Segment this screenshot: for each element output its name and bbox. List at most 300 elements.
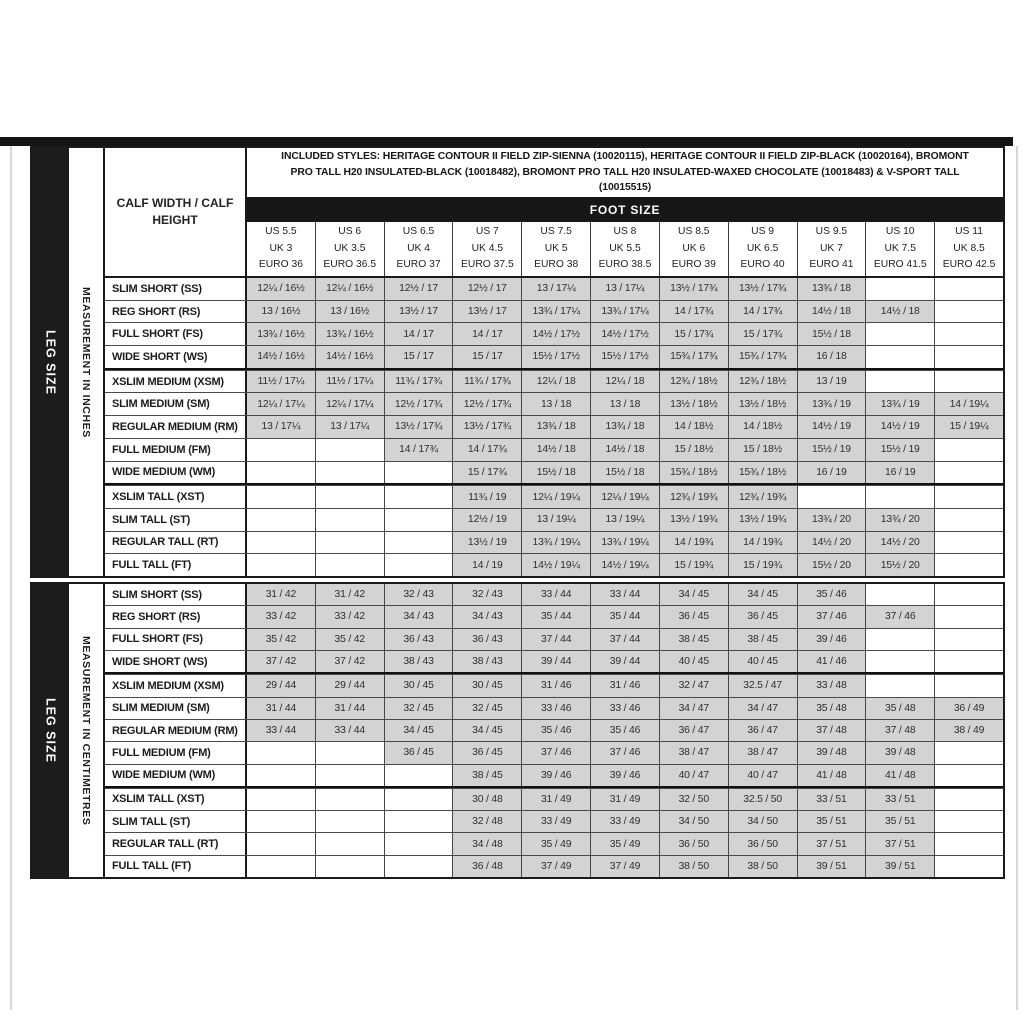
size-cell: 13½ / 19¾ [728,509,797,531]
table-row [105,415,1003,438]
size-cell [384,532,453,554]
size-cell: 35 / 49 [590,833,659,854]
size-cell: 37 / 46 [797,606,866,627]
table-row [105,650,1003,674]
size-cell: 37 / 44 [590,629,659,650]
foot-size-column-header [590,222,659,276]
size-cell: 15¾ / 18½ [728,462,797,484]
size-table-inches [30,146,1005,578]
size-cell: 13¾ / 20 [865,509,934,531]
size-cell: 14 / 17¾ [384,439,453,461]
size-cell [934,789,1003,810]
foot-size-euro: EURO 37.5 [461,259,514,271]
size-cell [384,486,453,508]
size-cell [797,486,866,508]
size-row-label: WIDE SHORT (WS) [105,651,247,672]
size-cell: 13¾ / 16½ [247,323,315,345]
size-cell [934,675,1003,696]
size-cell: 32 / 45 [384,698,453,719]
foot-size-us: US 8.5 [678,226,710,238]
size-cell [315,554,384,576]
size-row-label: WIDE MEDIUM (WM) [105,462,247,484]
size-cell: 33 / 42 [247,606,315,627]
size-cell: 37 / 48 [797,720,866,741]
size-cell: 14½ / 18 [797,301,866,323]
foot-size-us: US 10 [885,226,915,238]
size-cell: 13¾ / 20 [797,509,866,531]
size-cell: 33 / 44 [247,720,315,741]
size-cell: 35 / 48 [865,698,934,719]
size-row-label: XSLIM TALL (XST) [105,486,247,508]
size-cell [247,532,315,554]
size-cell: 39 / 44 [521,651,590,672]
size-cell: 15½ / 20 [797,554,866,576]
size-cell: 33 / 48 [797,675,866,696]
inches-rows [105,278,1003,576]
foot-size-euro: EURO 41 [809,259,854,271]
size-cell: 13 / 18 [521,393,590,415]
leg-size-label: LEG SIZE [43,329,58,395]
size-cell: 15 / 17 [384,346,453,368]
leg-size-sidebar [32,584,69,877]
size-cell: 15½ / 18 [521,462,590,484]
size-cell [865,629,934,650]
table-row [105,584,1003,605]
size-cell [934,462,1003,484]
size-cell [315,765,384,786]
size-cell: 37 / 48 [865,720,934,741]
size-cell: 14½ / 20 [797,532,866,554]
size-row-label: FULL MEDIUM (FM) [105,439,247,461]
size-cell [247,765,315,786]
table-row [105,788,1003,810]
measurement-unit-sidebar [69,148,105,576]
foot-size-uk: UK 6.5 [746,242,779,254]
size-cell: 33 / 44 [315,720,384,741]
size-cell [934,532,1003,554]
table-row [105,438,1003,461]
size-cell: 33 / 46 [521,698,590,719]
foot-size-euro: EURO 41.5 [873,259,927,271]
foot-size-uk: UK 6 [682,242,706,254]
size-cell: 37 / 51 [797,833,866,854]
size-cell: 39 / 48 [865,742,934,763]
table-row [105,300,1003,323]
table-row [105,531,1003,554]
size-cell: 13 / 16½ [315,301,384,323]
size-row-label: REG SHORT (RS) [105,606,247,627]
table-header [105,148,1003,278]
size-cell [315,486,384,508]
size-cell: 13¾ / 17¼ [590,301,659,323]
foot-size-column-header [728,222,797,276]
size-cell: 13 / 19¼ [590,509,659,531]
size-cell: 11½ / 17¼ [247,371,315,393]
size-row-label: XSLIM MEDIUM (XSM) [105,675,247,696]
size-cell: 16 / 19 [797,462,866,484]
size-cell: 35 / 44 [590,606,659,627]
size-cell [934,346,1003,368]
size-cell: 12½ / 17¾ [452,393,521,415]
foot-size-euro: EURO 39 [671,259,716,271]
table-row [105,553,1003,576]
table-row [105,370,1003,393]
table-row [105,741,1003,763]
size-cell: 13 / 19 [797,371,866,393]
size-cell: 35 / 46 [590,720,659,741]
foot-size-column-header [247,222,315,276]
size-cell [934,651,1003,672]
size-row-label: REGULAR MEDIUM (RM) [105,720,247,741]
size-cell: 15½ / 17½ [521,346,590,368]
size-cell: 16 / 18 [797,346,866,368]
foot-size-column-header [521,222,590,276]
size-cell: 13 / 17¼ [247,416,315,438]
size-cell [865,675,934,696]
size-cell [315,462,384,484]
size-cell: 13½ / 17 [384,301,453,323]
size-cell: 31 / 49 [521,789,590,810]
foot-size-uk: UK 8.5 [953,242,985,254]
size-cell: 13½ / 17¾ [728,278,797,300]
size-cell: 15 / 19¼ [934,416,1003,438]
foot-size-euro: EURO 40 [740,259,785,271]
size-cell: 14 / 19¾ [728,532,797,554]
size-cell: 15½ / 18 [797,323,866,345]
size-cell: 13½ / 18½ [659,393,728,415]
size-cell: 14½ / 19¼ [590,554,659,576]
size-cell: 36 / 48 [452,856,521,877]
table-row [105,855,1003,877]
leg-size-sidebar [32,148,69,576]
size-cell [315,532,384,554]
foot-size-euro: EURO 36.5 [323,259,377,271]
size-cell [384,462,453,484]
size-cell: 14½ / 16½ [315,346,384,368]
size-cell: 32 / 48 [452,811,521,832]
size-cell: 34 / 48 [452,833,521,854]
foot-size-uk: UK 4 [407,242,430,254]
size-cell: 14½ / 18 [590,439,659,461]
size-cell [247,742,315,763]
size-cell: 15¾ / 17¾ [659,346,728,368]
size-row-label: SLIM SHORT (SS) [105,584,247,605]
size-cell: 32 / 47 [659,675,728,696]
size-cell: 35 / 46 [521,720,590,741]
size-row-label: SLIM MEDIUM (SM) [105,393,247,415]
size-cell: 33 / 51 [865,789,934,810]
size-cell: 11¾ / 17¾ [384,371,453,393]
size-cell: 12¾ / 19¾ [728,486,797,508]
size-cell: 32.5 / 47 [728,675,797,696]
size-cell: 15¾ / 18½ [659,462,728,484]
size-cell: 13½ / 17¾ [384,416,453,438]
size-cell: 13¾ / 18 [797,278,866,300]
size-cell: 12¼ / 17¼ [315,393,384,415]
size-cell: 12¼ / 19¼ [521,486,590,508]
size-cell: 38 / 45 [452,765,521,786]
size-cell: 12¾ / 18½ [659,371,728,393]
size-cell: 41 / 46 [797,651,866,672]
size-row-label: SLIM MEDIUM (SM) [105,698,247,719]
size-cell: 15 / 17¾ [452,462,521,484]
size-cell: 12¼ / 18 [521,371,590,393]
size-cell: 38 / 45 [728,629,797,650]
foot-size-uk: UK 7.5 [884,242,916,254]
size-cell: 30 / 45 [452,675,521,696]
size-cell [247,462,315,484]
size-cell [384,789,453,810]
size-cell: 39 / 46 [590,765,659,786]
size-cell: 40 / 47 [659,765,728,786]
size-row-label: REGULAR MEDIUM (RM) [105,416,247,438]
size-cell: 35 / 42 [315,629,384,650]
table-row [105,605,1003,627]
size-row-label: XSLIM MEDIUM (XSM) [105,371,247,393]
size-cell: 41 / 48 [797,765,866,786]
size-cell: 13 / 16½ [247,301,315,323]
size-cell [934,554,1003,576]
foot-size-banner: FOOT SIZE [247,198,1003,222]
table-row [105,322,1003,345]
size-cell: 35 / 51 [865,811,934,832]
foot-size-us: US 7.5 [540,226,572,238]
foot-size-uk: UK 7 [819,242,843,254]
size-cell [384,509,453,531]
size-cell: 14 / 17¾ [728,301,797,323]
size-cell: 34 / 45 [384,720,453,741]
size-cell: 32 / 45 [452,698,521,719]
size-cell [315,833,384,854]
table-row [105,278,1003,300]
size-cell: 34 / 47 [659,698,728,719]
size-cell: 31 / 44 [247,698,315,719]
size-cell: 34 / 43 [452,606,521,627]
size-cell: 39 / 46 [521,765,590,786]
size-cell: 16 / 19 [865,462,934,484]
size-cell [315,509,384,531]
size-cell: 14½ / 19 [797,416,866,438]
foot-size-us: US 9 [751,226,775,238]
size-cell: 13¾ / 18 [521,416,590,438]
size-cell: 39 / 51 [797,856,866,877]
size-cell [934,439,1003,461]
size-cell: 36 / 50 [728,833,797,854]
size-cell [934,323,1003,345]
size-cell [934,584,1003,605]
foot-size-euro: EURO 38 [534,259,579,271]
size-cell: 14 / 17¾ [659,301,728,323]
size-cell: 14½ / 16½ [247,346,315,368]
size-cell: 36 / 45 [659,606,728,627]
size-cell: 12¼ / 17¼ [247,393,315,415]
size-cell [865,323,934,345]
size-cell: 37 / 49 [590,856,659,877]
foot-size-uk: UK 3.5 [333,242,366,254]
size-cell: 38 / 45 [659,629,728,650]
size-cell [934,509,1003,531]
size-cell: 15½ / 17½ [590,346,659,368]
size-row-label: FULL TALL (FT) [105,856,247,877]
size-cell [865,584,934,605]
size-cell: 37 / 42 [247,651,315,672]
size-cell [934,856,1003,877]
size-cell [315,856,384,877]
calf-width-height-header: CALF WIDTH / CALF HEIGHT [105,148,247,276]
table-row [105,764,1003,788]
size-cell: 39 / 44 [590,651,659,672]
size-cell: 33 / 51 [797,789,866,810]
size-cell: 32 / 43 [384,584,453,605]
table-row [105,508,1003,531]
size-cell: 15 / 18½ [728,439,797,461]
size-cell: 13 / 18 [590,393,659,415]
size-cell [934,742,1003,763]
foot-size-euro: EURO 38.5 [598,259,652,271]
size-cell: 37 / 46 [590,742,659,763]
size-cell: 15½ / 20 [865,554,934,576]
size-cell: 31 / 42 [247,584,315,605]
size-cell: 11¾ / 17¾ [452,371,521,393]
table-row [105,392,1003,415]
size-cell: 14½ / 19¼ [521,554,590,576]
size-cell: 36 / 47 [728,720,797,741]
size-cell [384,765,453,786]
size-cell: 35 / 42 [247,629,315,650]
measurement-unit-label: MEASUREMENT IN CENTIMETRES [80,635,92,826]
size-cell [315,742,384,763]
foot-size-us: US 6 [338,226,362,238]
size-cell: 39 / 51 [865,856,934,877]
table-row [105,485,1003,508]
size-cell: 13½ / 19¾ [659,509,728,531]
size-cell: 13½ / 17¾ [659,278,728,300]
size-cell: 29 / 44 [247,675,315,696]
size-table-centimetres [30,582,1005,879]
size-cell: 15½ / 18 [590,462,659,484]
size-cell [315,811,384,832]
foot-size-us: US 5.5 [265,226,297,238]
size-row-label: REG SHORT (RS) [105,301,247,323]
size-cell: 13 / 17¼ [315,416,384,438]
size-cell: 15½ / 19 [865,439,934,461]
size-cell: 29 / 44 [315,675,384,696]
table-row [105,719,1003,741]
size-cell [934,811,1003,832]
table-row [105,832,1003,854]
size-cell: 14 / 17¾ [452,439,521,461]
size-cell: 13½ / 17 [452,301,521,323]
size-cell: 33 / 44 [590,584,659,605]
size-cell: 15 / 19¾ [728,554,797,576]
size-cell: 13½ / 17¾ [452,416,521,438]
table-row [105,461,1003,486]
size-cell [384,833,453,854]
page-right-edge-line [1016,146,1018,1010]
foot-size-us: US 8 [613,226,637,238]
size-cell: 41 / 48 [865,765,934,786]
size-row-label: FULL SHORT (FS) [105,629,247,650]
foot-size-uk: UK 5.5 [609,242,641,254]
size-cell [865,278,934,300]
size-cell: 14 / 19 [452,554,521,576]
size-cell: 31 / 49 [590,789,659,810]
size-cell: 37 / 51 [865,833,934,854]
foot-size-euro: EURO 42.5 [942,259,996,271]
included-styles-note: INCLUDED STYLES: HERITAGE CONTOUR II FIELD ZIP-SIENNA (10020115), HERITAGE CONTOUR II FIELD ZIP-BLACK (10020164), BROMONT PRO TALL H20 INSULATED-BLACK (10018482), BROMONT PRO TALL H20 INSULATED-WAXED CHOCOLATE (10018483) & V-SPORT TALL (10015515) [247,148,1003,198]
size-cell: 13¾ / 19¼ [521,532,590,554]
size-cell: 34 / 47 [728,698,797,719]
foot-size-column-header [384,222,453,276]
size-cell: 31 / 44 [315,698,384,719]
foot-size-column-header [452,222,521,276]
size-row-label: FULL MEDIUM (FM) [105,742,247,763]
size-cell: 30 / 48 [452,789,521,810]
size-row-label: SLIM SHORT (SS) [105,278,247,300]
size-cell: 38 / 50 [659,856,728,877]
table-row [105,697,1003,719]
size-row-label: WIDE SHORT (WS) [105,346,247,368]
size-cell: 15 / 17 [452,346,521,368]
size-cell [247,509,315,531]
page-divider-bar [0,137,1013,146]
size-cell: 14½ / 17½ [590,323,659,345]
size-cell: 37 / 42 [315,651,384,672]
size-cell [247,833,315,854]
size-cell: 34 / 50 [728,811,797,832]
size-row-label: REGULAR TALL (RT) [105,833,247,854]
size-cell: 15 / 17¾ [728,323,797,345]
size-cell: 40 / 45 [728,651,797,672]
size-cell: 14 / 17 [384,323,453,345]
size-cell: 14 / 18½ [728,416,797,438]
size-cell: 32 / 43 [452,584,521,605]
size-cell [865,651,934,672]
size-cell: 33 / 44 [521,584,590,605]
size-cell: 14 / 19¾ [659,532,728,554]
size-cell [315,439,384,461]
size-cell: 11½ / 17¼ [315,371,384,393]
size-cell: 34 / 43 [384,606,453,627]
size-cell [934,486,1003,508]
size-cell: 40 / 45 [659,651,728,672]
size-cell: 36 / 49 [934,698,1003,719]
size-cell: 13¾ / 19 [865,393,934,415]
size-row-label: SLIM TALL (ST) [105,509,247,531]
size-cell [247,811,315,832]
foot-size-column-header [865,222,934,276]
foot-size-column-header [797,222,866,276]
size-cell: 38 / 47 [659,742,728,763]
size-cell: 35 / 51 [797,811,866,832]
table-row [105,628,1003,650]
foot-size-uk: UK 5 [544,242,568,254]
size-cell: 12½ / 19 [452,509,521,531]
size-cell: 13 / 19¼ [521,509,590,531]
foot-size-column-header [934,222,1003,276]
size-cell: 33 / 49 [521,811,590,832]
size-row-label: FULL TALL (FT) [105,554,247,576]
foot-size-column-header [315,222,384,276]
size-cell: 14½ / 18 [521,439,590,461]
size-cell [934,278,1003,300]
size-cell [247,789,315,810]
leg-size-label: LEG SIZE [43,698,58,763]
table-row [105,810,1003,832]
size-cell: 13¾ / 16½ [315,323,384,345]
foot-size-euro: EURO 36 [258,259,303,271]
size-cell: 15 / 18½ [659,439,728,461]
